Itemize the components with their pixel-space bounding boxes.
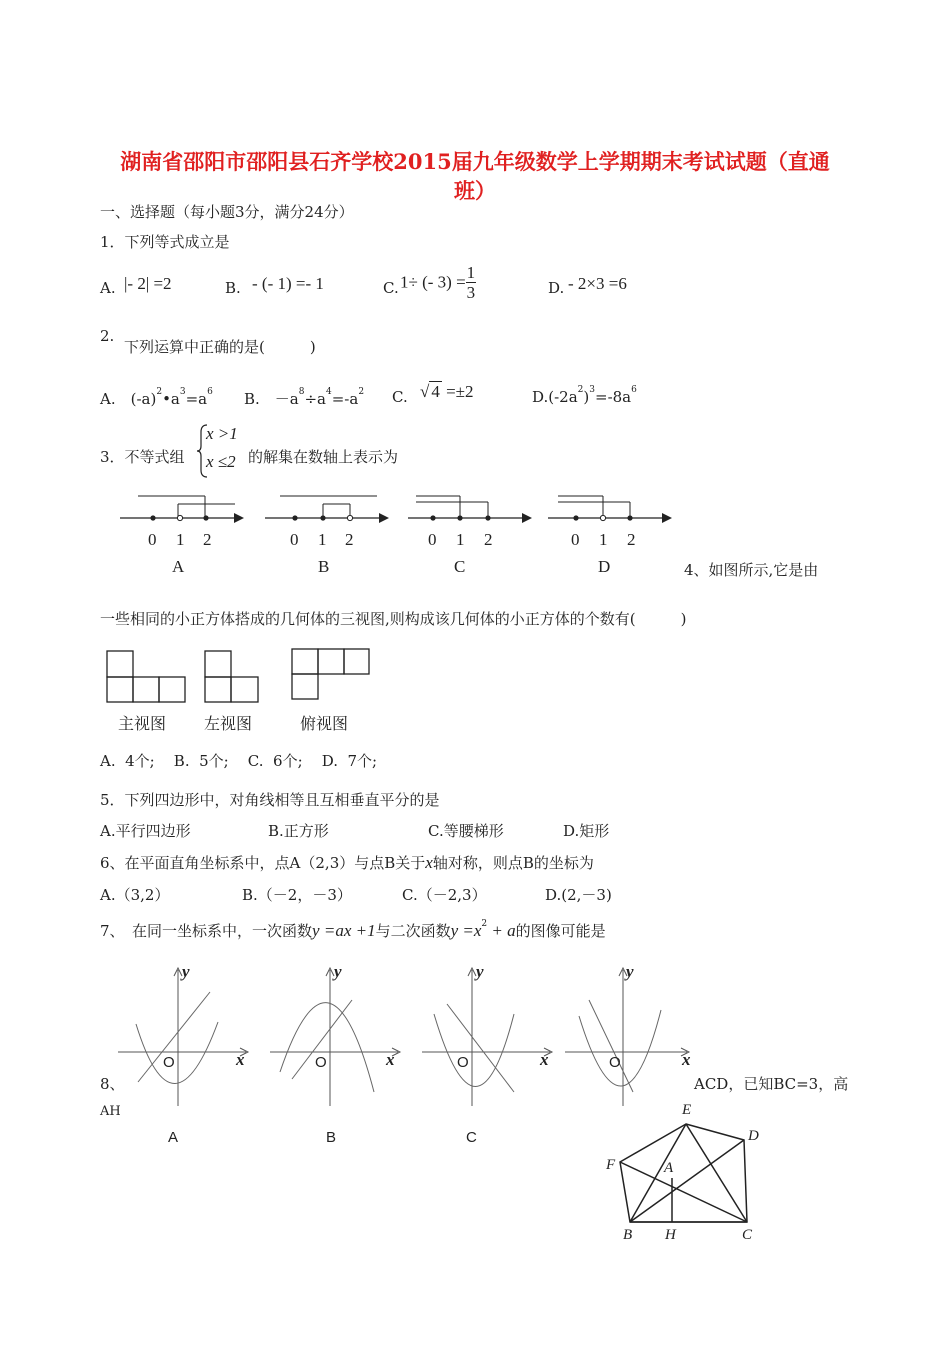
q2-option-a: A. $(-a)^2•a^3=a^6$ bbox=[100, 387, 213, 408]
tick-label-b-0: 0 bbox=[290, 530, 299, 549]
graph-d-origin: O bbox=[609, 1054, 621, 1071]
graph-c-x-label: x bbox=[540, 1050, 549, 1069]
point-label-b: B bbox=[623, 1227, 633, 1243]
q2-option-d: $D.(-2a^2)^3=-8a^6$ bbox=[532, 385, 637, 406]
question-3-stem-pre: 3．不等式组 bbox=[100, 448, 185, 466]
q1-option-b-expr: - (- 1) =- 1 bbox=[252, 274, 324, 293]
question-2-number: 2. bbox=[100, 327, 115, 345]
q6-option-a: A.（3,2） bbox=[100, 886, 170, 904]
inequality-2: x ≤2 bbox=[206, 452, 236, 471]
question-7-stem: 7、 在同一坐标系中，一次函数y =ax +1与二次函数$y =x^2 + a$的图像可能是 bbox=[100, 919, 606, 940]
q5-option-d: D.矩形 bbox=[563, 822, 610, 840]
question-8-number: 8、 bbox=[100, 1075, 125, 1093]
q1-option-c-label: C. bbox=[383, 279, 399, 297]
graph-a-x-label: x bbox=[236, 1050, 245, 1069]
tick-label-d-2: 2 bbox=[627, 530, 636, 549]
question-2-stem: 下列运算中正确的是( ) bbox=[124, 338, 316, 356]
q2-option-c-expr: √ 4 =±2 bbox=[420, 382, 474, 401]
q5-option-c: C.等腰梯形 bbox=[428, 822, 504, 840]
q1-option-b-label: B. bbox=[225, 279, 241, 297]
q3-option-b-label: B bbox=[318, 557, 330, 576]
graph-b-origin: O bbox=[315, 1054, 327, 1071]
number-line-d bbox=[548, 490, 673, 530]
graph-d-x-label: x bbox=[682, 1050, 691, 1069]
graph-a-origin: O bbox=[163, 1054, 175, 1071]
geometry-figure bbox=[612, 1118, 762, 1230]
graph-c-y-label: y bbox=[476, 962, 484, 981]
q6-option-b: B.（－2，－3） bbox=[242, 886, 352, 904]
tick-label-a-0: 0 bbox=[148, 530, 157, 549]
q1-option-a-label: A. bbox=[100, 279, 116, 297]
q1-fraction: $\frac{1}{3}$ bbox=[466, 263, 476, 302]
tick-label-b-2: 2 bbox=[345, 530, 354, 549]
point-label-e: E bbox=[682, 1102, 692, 1118]
tick-label-c-2: 2 bbox=[484, 530, 493, 549]
graph-a-y-label: y bbox=[182, 962, 190, 981]
graph-b bbox=[270, 964, 410, 1109]
q2-option-c-label: C. bbox=[392, 388, 408, 406]
inequality-1: x >1 bbox=[206, 424, 238, 443]
graph-a bbox=[118, 964, 258, 1109]
q1-option-a-expr: |- 2| =2 bbox=[124, 274, 172, 293]
graph-c-origin: O bbox=[457, 1054, 469, 1071]
q4-options: A. 4个; B. 5个; C. 6个; D. 7个; bbox=[100, 752, 378, 770]
question-6-stem: 6、在平面直角坐标系中，点A（2,3）与点B关于x轴对称，则点B的坐标为 bbox=[100, 853, 594, 872]
question-5-stem: 5．下列四边形中，对角线相等且互相垂直平分的是 bbox=[100, 791, 440, 809]
point-label-h: H bbox=[665, 1227, 676, 1243]
question-4-stem-b: 一些相同的小正方体搭成的几何体的三视图,则构成该几何体的小正方体的个数有( ) bbox=[100, 610, 687, 628]
top-view-figure bbox=[291, 648, 371, 702]
graph-b-label: B bbox=[326, 1129, 337, 1146]
question-8-right-text: ACD，已知BC=3，高 bbox=[694, 1075, 849, 1093]
q6-option-d: D.(2,－3) bbox=[545, 886, 612, 904]
graph-d-y-label: y bbox=[626, 962, 634, 981]
point-label-d: D bbox=[748, 1128, 759, 1144]
question-4-stem-a: 4、如图所示,它是由 bbox=[684, 561, 819, 579]
left-view-label: 左视图 bbox=[204, 716, 253, 733]
graph-b-x-label: x bbox=[386, 1050, 395, 1069]
tick-label-d-0: 0 bbox=[571, 530, 580, 549]
graph-a-label: A bbox=[168, 1129, 179, 1146]
q3-option-a-label: A bbox=[172, 557, 185, 576]
tick-label-d-1: 1 bbox=[599, 530, 608, 549]
number-line-a bbox=[120, 490, 245, 530]
q1-option-c-expr: 1÷ (- 3) = $\frac{1}{3}$ bbox=[400, 263, 476, 302]
tick-label-a-1: 1 bbox=[176, 530, 185, 549]
graph-c-label: C bbox=[466, 1129, 477, 1146]
document-title-line1: 湖南省邵阳市邵阳县石齐学校2015届九年级数学上学期期末考试试题（直通 bbox=[120, 149, 830, 174]
graph-c bbox=[422, 964, 562, 1109]
tick-label-b-1: 1 bbox=[318, 530, 327, 549]
number-line-c bbox=[408, 490, 533, 530]
q1-option-d-label: D. bbox=[548, 279, 565, 297]
document-title-line2: 班） bbox=[454, 178, 496, 203]
question-8-left-text: AH bbox=[100, 1104, 121, 1119]
point-label-f: F bbox=[606, 1157, 616, 1173]
left-view-figure bbox=[204, 650, 260, 704]
q2-option-b: B. $-a^8\div a^4=-a^2$ bbox=[244, 387, 365, 408]
front-view-figure bbox=[106, 650, 186, 704]
q1-option-d-expr: - 2×3 =6 bbox=[568, 274, 627, 293]
graph-b-y-label: y bbox=[334, 962, 342, 981]
tick-label-c-0: 0 bbox=[428, 530, 437, 549]
point-label-c: C bbox=[742, 1227, 753, 1243]
number-line-b bbox=[265, 490, 390, 530]
front-view-label: 主视图 bbox=[118, 716, 167, 733]
q5-option-a: A.平行四边形 bbox=[100, 822, 191, 840]
section-heading: 一、选择题（每小题3分，满分24分） bbox=[100, 203, 354, 221]
q3-option-d-label: D bbox=[598, 557, 611, 576]
q5-option-b: B.正方形 bbox=[268, 822, 329, 840]
q3-option-c-label: C bbox=[454, 557, 466, 576]
question-1-stem: 1．下列等式成立是 bbox=[100, 233, 230, 251]
tick-label-c-1: 1 bbox=[456, 530, 465, 549]
point-label-a: A bbox=[664, 1160, 674, 1176]
q6-option-c: C.（－2,3） bbox=[402, 886, 487, 904]
graph-d bbox=[565, 964, 705, 1109]
tick-label-a-2: 2 bbox=[203, 530, 212, 549]
top-view-label: 俯视图 bbox=[300, 716, 349, 733]
question-3-stem-post: 的解集在数轴上表示为 bbox=[248, 448, 399, 466]
